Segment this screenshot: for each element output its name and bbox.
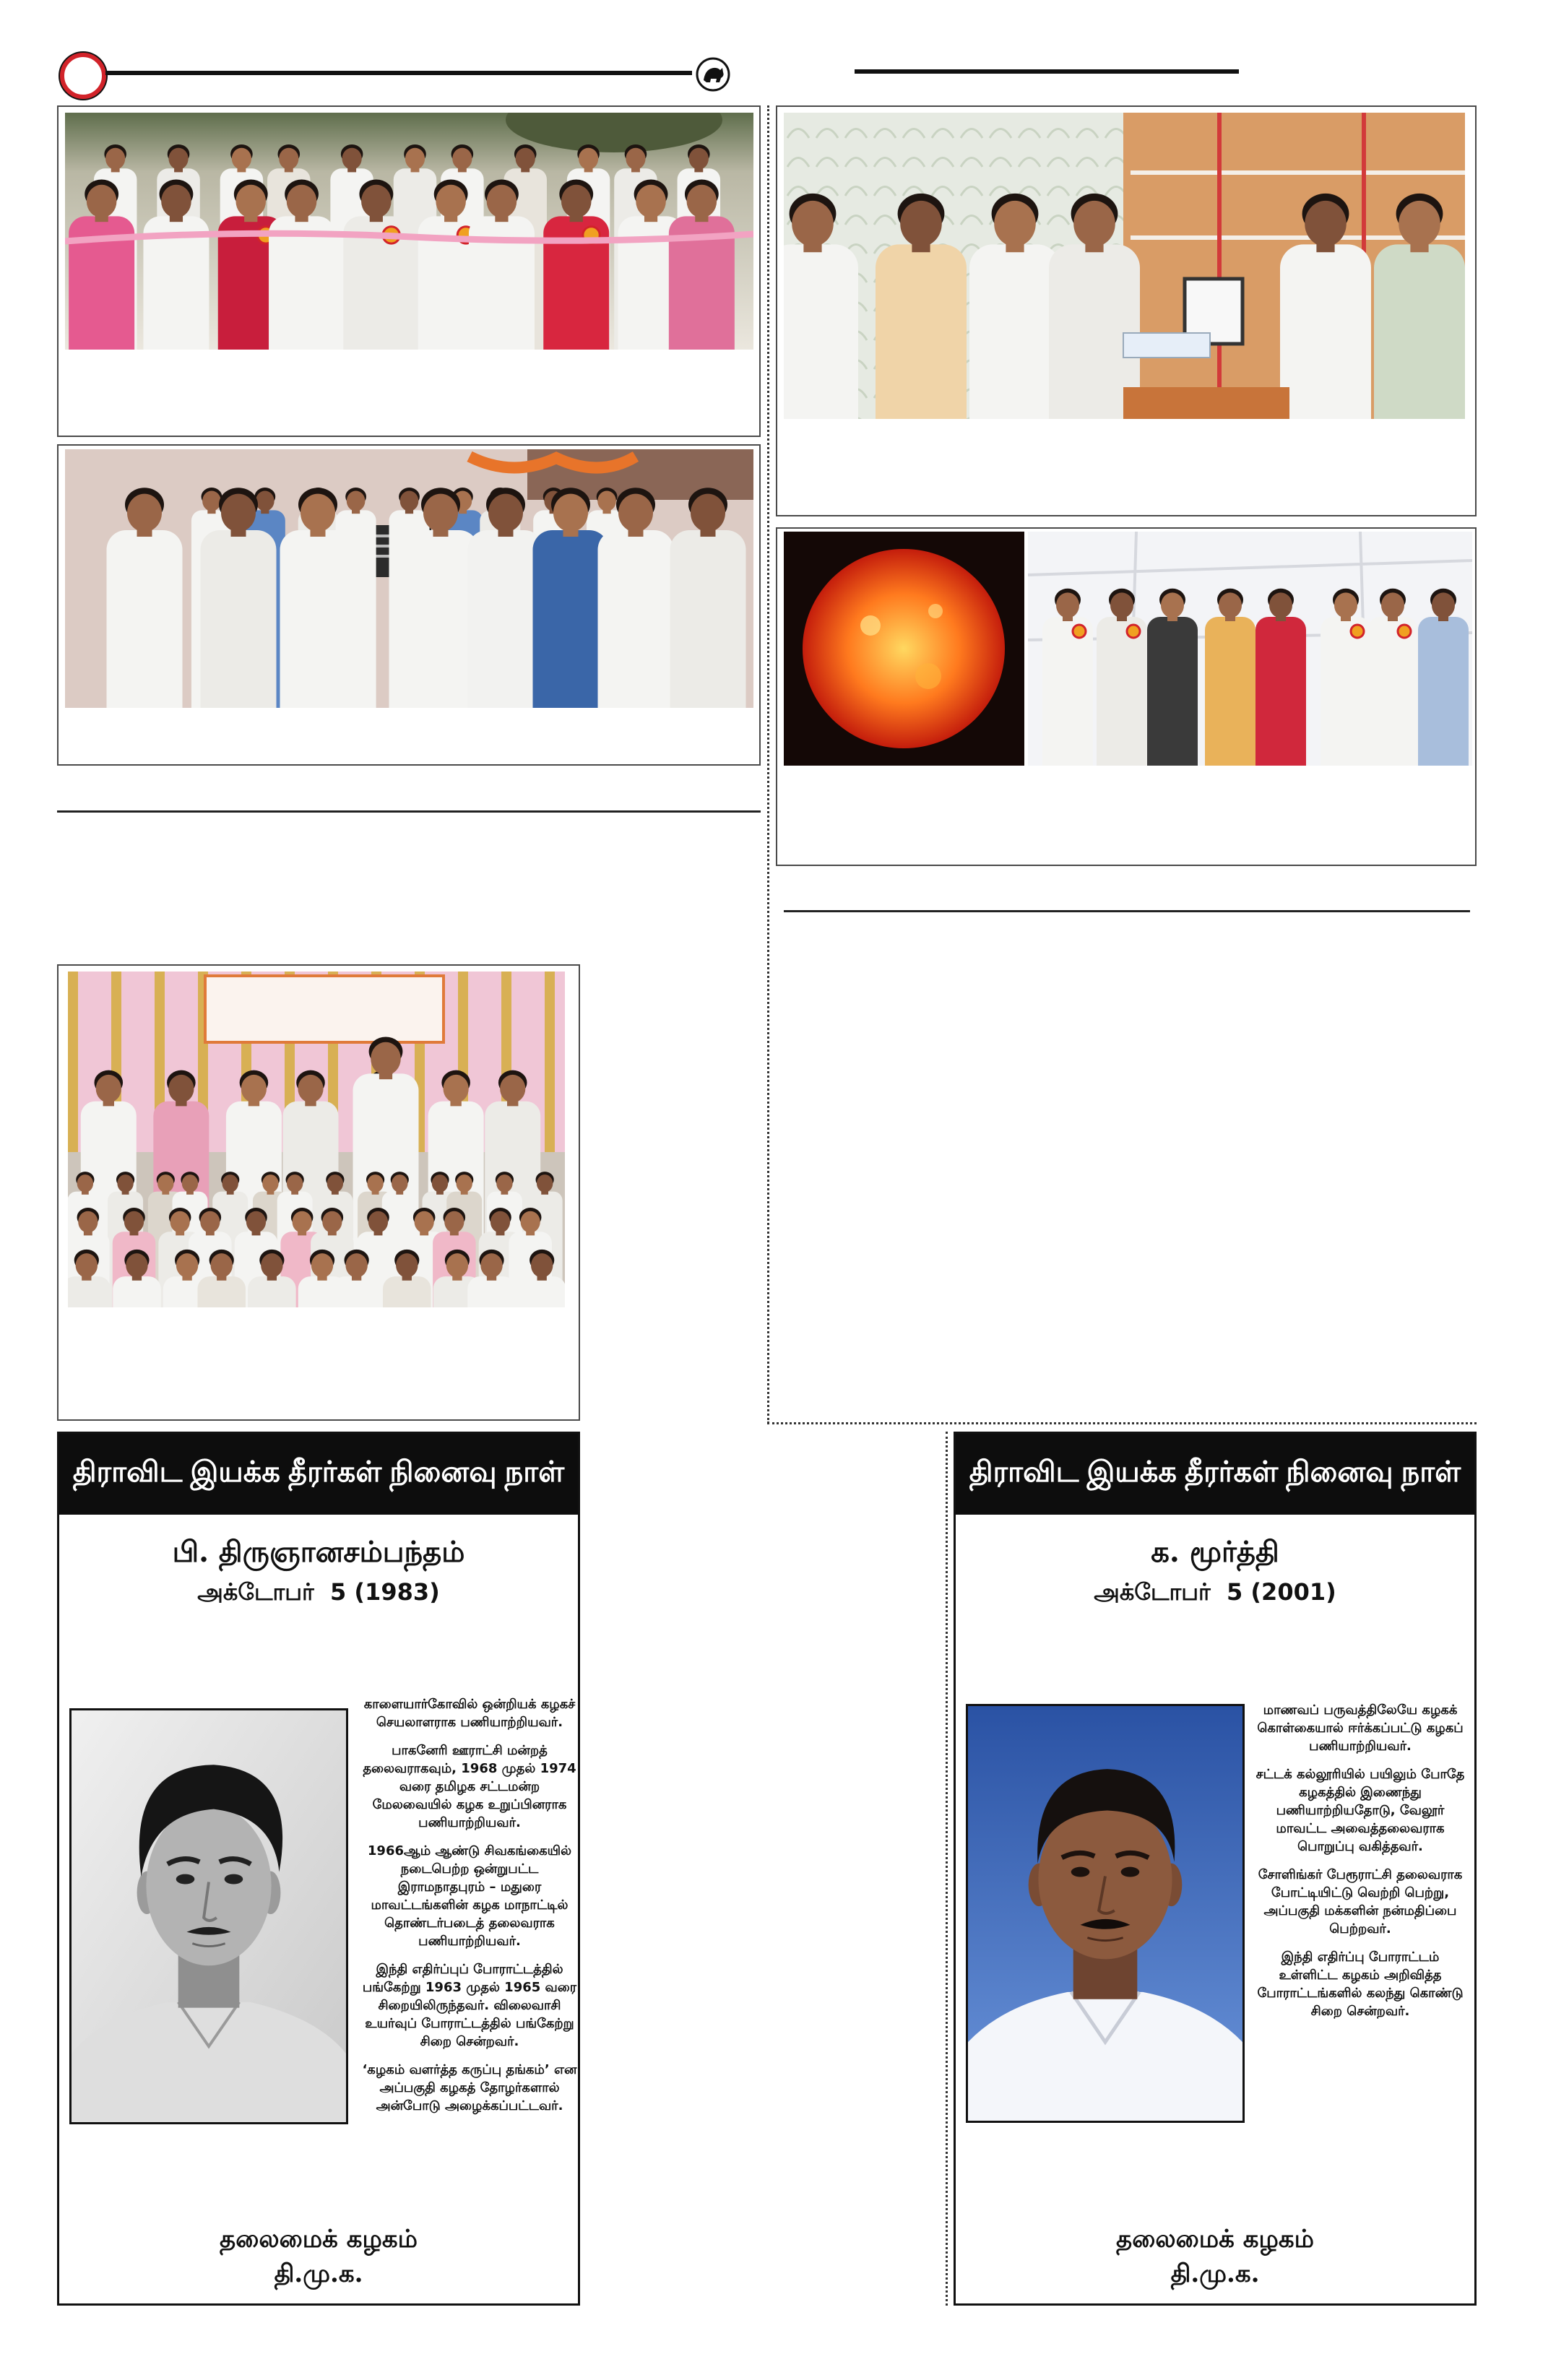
bio-paragraph: இந்தி எதிர்ப்புப் போராட்டத்தில் பங்கேற்று 1963 முதல் 1965 வரை சிறையிலிருந்தவர். விலைவாசி உயர்வுப் போராட்டத்தில் பங்கேற்று சிறை சென்றவர்.	[362, 1962, 577, 2049]
portrait-color-image	[968, 1706, 1242, 2121]
person-body	[1097, 617, 1147, 766]
person-face	[347, 491, 366, 511]
honoree-name: பி. திருஞானசம்பந்தம்	[172, 1535, 465, 1569]
person-body	[969, 244, 1060, 419]
sun-disc	[803, 549, 1005, 748]
person-face	[246, 1211, 266, 1233]
person-body	[113, 1276, 161, 1307]
honoree-portrait	[966, 1704, 1245, 2123]
person-face	[444, 1211, 464, 1233]
solar-flare-spot	[928, 604, 943, 618]
person-face	[457, 1174, 472, 1193]
person-face	[182, 1174, 198, 1193]
rosette-badge	[1398, 625, 1411, 638]
memorial-date: அக்டோபர் 5 (2001)	[1094, 1578, 1336, 1606]
issuer-party: தி.மு.க.	[1170, 2259, 1260, 2288]
header-rule-right	[855, 69, 1239, 74]
photo-exhibition-visit-image	[1028, 532, 1472, 766]
photo-ribbon-cutting-image	[65, 113, 753, 350]
person-face	[446, 1253, 468, 1277]
person-body	[107, 530, 183, 708]
person-face	[261, 1253, 282, 1277]
person-face	[327, 1174, 343, 1193]
person-face	[618, 494, 653, 532]
memorial-banner-title: திராவிட இயக்க தீரர்கள் நினைவு நாள்	[72, 1456, 565, 1488]
rosette-badge	[1073, 625, 1086, 638]
photo-ribbon-cutting	[65, 113, 753, 350]
shelf-line	[1131, 170, 1465, 175]
person-body	[280, 530, 356, 708]
person-face	[222, 1174, 238, 1193]
person-face	[368, 1211, 388, 1233]
person-face	[1305, 201, 1347, 246]
person-body	[1321, 617, 1371, 766]
person-face	[298, 1075, 323, 1103]
person-face	[241, 1075, 267, 1103]
person-face	[157, 1174, 173, 1193]
person-face	[256, 491, 275, 511]
person-face	[436, 185, 466, 218]
person-face	[287, 185, 317, 218]
person-face	[78, 1211, 98, 1233]
cheque	[1123, 333, 1210, 358]
bio-paragraph: மாணவப் பருவத்திலேயே கழகக் கொள்கையால் ஈர்க்கப்பட்டு கழகப் பணியாற்றியவர்.	[1257, 1702, 1464, 1754]
person-face	[994, 201, 1036, 246]
person-body	[598, 530, 674, 708]
person-face	[500, 1075, 525, 1103]
person-face	[200, 1211, 220, 1233]
person-face	[1269, 592, 1292, 618]
person-body	[876, 244, 967, 419]
person-face	[537, 1174, 553, 1193]
person-face	[597, 491, 616, 511]
issuer-headquarters: தலைமைக் கழகம்	[1116, 2225, 1314, 2254]
photo-plaque-unveiling	[65, 449, 753, 708]
biography	[361, 1695, 578, 2172]
shelf-post	[1217, 113, 1222, 419]
person-face	[96, 1075, 121, 1103]
person-face	[105, 148, 125, 170]
person-body	[1418, 617, 1469, 766]
person-face	[1399, 201, 1440, 246]
person-body	[1255, 617, 1306, 766]
rosette-badge	[1351, 625, 1364, 638]
person-body	[332, 1276, 381, 1307]
person-face	[444, 1075, 469, 1103]
left-eye	[176, 1874, 195, 1884]
person-face	[636, 185, 666, 218]
person-body	[201, 530, 277, 708]
person-face	[1056, 592, 1079, 618]
person-face	[432, 1174, 448, 1193]
person-face	[396, 1253, 418, 1277]
person-face	[415, 1211, 434, 1233]
photo-box-cheque-handover	[776, 105, 1477, 516]
person-body	[403, 530, 479, 708]
issuer-party: தி.மு.க.	[274, 2259, 363, 2288]
person-face	[161, 185, 191, 218]
person-face	[287, 1174, 303, 1193]
person-face	[561, 185, 592, 218]
person-face	[127, 494, 162, 532]
person-body	[670, 530, 746, 708]
person-face	[553, 494, 588, 532]
bio-paragraph: காளையார்கோவில் ஒன்றியக் கழகச் செயலாளராக பணியாற்றியவர்.	[363, 1697, 576, 1730]
photo-box-ribbon-cutting	[57, 105, 761, 437]
person-face	[170, 1211, 190, 1233]
section-rule-left	[57, 810, 761, 813]
person-face	[279, 148, 298, 170]
solar-flare-spot	[915, 663, 941, 689]
person-body	[1374, 244, 1465, 419]
person-face	[1381, 592, 1404, 618]
person-face	[423, 494, 458, 532]
person-face	[452, 148, 472, 170]
person-body	[467, 1276, 516, 1307]
person-body	[784, 244, 858, 419]
memorial-notice-1	[57, 1432, 580, 2306]
bio-paragraph: பாகனேரி ஊராட்சி மன்றத் தலைவராகவும், 1968 முதல் 1974 வரை தமிழக சட்டமன்ற மேலவையில் கழக உறுப்பினராக பணியாற்றியவர்.	[363, 1743, 576, 1830]
person-face	[405, 148, 425, 170]
stage-banner	[205, 976, 444, 1042]
photo-box-meeting	[57, 964, 580, 1421]
rosette-badge	[1127, 625, 1140, 638]
person-face	[262, 1174, 278, 1193]
person-face	[168, 148, 188, 170]
biography	[1252, 1701, 1469, 2178]
person-body	[1147, 617, 1198, 766]
person-body	[469, 216, 535, 350]
photo-sun	[784, 532, 1024, 766]
memorial-banner	[59, 1434, 578, 1515]
person-face	[235, 185, 266, 218]
portrait-bw-image	[72, 1710, 346, 2122]
header-rule-left	[105, 71, 692, 75]
person-face	[792, 201, 834, 246]
photo-cheque-handover	[784, 113, 1465, 419]
red-circle-marker-icon	[60, 53, 106, 99]
person-face	[490, 1211, 510, 1233]
person-face	[900, 201, 942, 246]
person-body	[1367, 617, 1418, 766]
person-face	[322, 1211, 342, 1233]
photo-meeting-image	[68, 972, 565, 1307]
person-face	[126, 1253, 147, 1277]
person-face	[168, 1075, 194, 1103]
memorial-banner	[956, 1434, 1474, 1515]
person-face	[691, 494, 725, 532]
person-face	[531, 1253, 553, 1277]
person-face	[1110, 592, 1133, 618]
honoree-portrait	[69, 1708, 348, 2124]
person-face	[202, 491, 221, 511]
crowd-group	[69, 144, 735, 350]
person-face	[579, 148, 598, 170]
bio-paragraph: இந்தி எதிர்ப்பு போராட்டம் உள்ளிட்ட கழகம் அறிவித்த போராட்டங்களில் கலந்து கொண்டு சிறை சென்றவர்.	[1257, 1950, 1464, 2019]
memorial-banner-title: திராவிட இயக்க தீரர்கள் நினைவு நாள்	[969, 1456, 1461, 1488]
bio-paragraph: சோளிங்கர் பேரூராட்சி தலைவராக போட்டியிட்டு வெற்றி பெற்று, அப்பகுதி மக்களின் நன்மதிப்பை பெற்றவர்.	[1258, 1867, 1463, 1937]
person-body	[1205, 617, 1255, 766]
flower-tray	[1123, 387, 1289, 419]
person-body	[518, 1276, 565, 1307]
person-face	[361, 185, 392, 218]
person-face	[77, 1174, 93, 1193]
person-body	[197, 1276, 246, 1307]
person-face	[345, 1253, 367, 1277]
party-emblem-icon	[695, 56, 731, 92]
bio-paragraph: சட்டக் கல்லூரியில் பயிலும் போதே கழகத்தில் இணைந்து பணியாற்றியதோடு, வேலூர் மாவட்ட அவைத்தலைவராக பொறுப்பு வகித்தவர்.	[1255, 1767, 1465, 1854]
person-face	[1334, 592, 1357, 618]
issuer-headquarters: தலைமைக் கழகம்	[220, 2225, 418, 2254]
photo-plaque-unveiling-image	[65, 449, 753, 708]
memorial-notice-2	[954, 1432, 1477, 2306]
section-rule-right	[784, 910, 1470, 912]
right-eye	[1121, 1867, 1140, 1877]
person-face	[626, 148, 645, 170]
person-face	[221, 494, 256, 532]
person-face	[176, 1253, 198, 1277]
person-face	[367, 1174, 383, 1193]
memorial-date: அக்டோபர் 5 (1983)	[197, 1578, 440, 1606]
photo-box-plaque-unveiling	[57, 444, 761, 766]
person-face	[689, 148, 709, 170]
person-body	[383, 1276, 431, 1307]
person-face	[211, 1253, 233, 1277]
person-face	[392, 1174, 407, 1193]
person-face	[521, 1211, 540, 1233]
bio-paragraph: 1966ஆம் ஆண்டு சிவகங்கையில் நடைபெற்ற ஒன்றுபட்ட இராமநாதபுரம் – மதுரை மாவட்டங்களின் கழக மாநாட்டில் தொண்டர்படைத் தலைவராக பணியாற்றியவர்.	[367, 1843, 572, 1949]
photo-exhibition-visit	[1028, 532, 1472, 766]
person-body	[1042, 617, 1093, 766]
person-face	[488, 494, 523, 532]
person-face	[480, 1253, 502, 1277]
person-face	[76, 1253, 98, 1277]
person-face	[1432, 592, 1455, 618]
honoree-name: க. மூர்த்தி	[1151, 1535, 1279, 1569]
person-face	[117, 1174, 133, 1193]
person-face	[342, 148, 362, 170]
person-face	[1073, 201, 1115, 246]
person-body	[248, 1276, 296, 1307]
person-body	[1280, 244, 1371, 419]
bio-paragraph: ‘கழகம் வளர்த்த கருப்பு தங்கம்’ என அப்பகுதி கழகத் தோழர்களால் அன்போடு அழைக்கப்பட்டவர்.	[362, 2062, 577, 2113]
person-face	[311, 1253, 333, 1277]
person-body	[468, 530, 544, 708]
person-face	[1219, 592, 1242, 618]
solar-flare-spot	[860, 615, 881, 636]
photo-meeting	[68, 972, 565, 1307]
person-face	[232, 148, 251, 170]
person-face	[87, 185, 117, 218]
photo-sun-image	[784, 532, 1024, 766]
column-separator	[767, 105, 769, 1424]
crowd-group	[107, 488, 746, 708]
photo-cheque-handover-image	[784, 113, 1465, 419]
section-separator	[767, 1422, 1477, 1424]
right-eye	[225, 1874, 243, 1884]
person-face	[293, 1211, 312, 1233]
person-face	[301, 494, 335, 532]
person-face	[687, 185, 717, 218]
person-body	[68, 1276, 111, 1307]
notice-separator	[946, 1432, 948, 2306]
person-face	[124, 1211, 144, 1233]
person-face	[400, 491, 419, 511]
person-body	[533, 530, 609, 708]
person-face	[516, 148, 535, 170]
person-face	[371, 1042, 401, 1076]
photo-box-science-exhibit	[776, 527, 1477, 866]
left-eye	[1071, 1867, 1090, 1877]
person-face	[1161, 592, 1184, 618]
person-face	[496, 1174, 512, 1193]
person-face	[487, 185, 517, 218]
